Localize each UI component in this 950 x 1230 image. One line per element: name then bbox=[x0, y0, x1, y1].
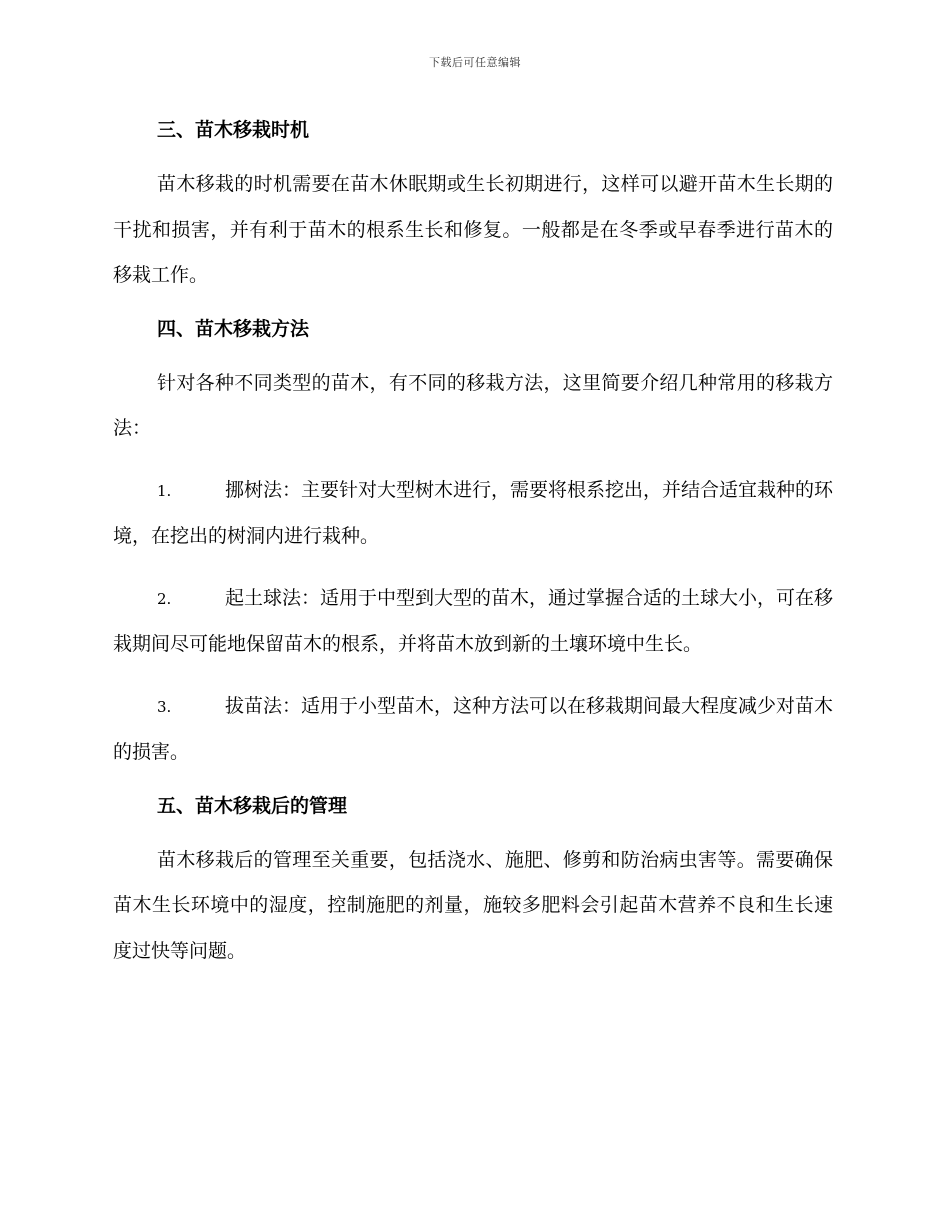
section-heading: 五、苗木移栽后的管理 bbox=[157, 794, 348, 817]
list-item-number: 1. bbox=[157, 481, 172, 500]
document-body bbox=[113, 116, 833, 990]
list-item bbox=[113, 468, 833, 560]
paragraph: 苗木移栽后的管理至关重要，包括浇水、施肥、修剪和防治病虫害等。需要确保苗木生长环境中的湿度，控制施肥的剂量，施较多肥料会引起苗木营养不良和生长速度过快等问题。 bbox=[113, 848, 833, 962]
section-heading: 四、苗木移栽方法 bbox=[157, 317, 310, 340]
list-item-text: 挪树法：主要针对大型树木进行，需要将根系挖出，并结合适宜栽种的环境，在挖出的树洞内进行栽种。 bbox=[113, 478, 834, 547]
header-note: 下载后可任意编辑 bbox=[429, 56, 521, 69]
list-item bbox=[113, 684, 833, 776]
list-item-text: 起土球法：适用于中型到大型的苗木，通过掌握合适的土球大小，可在移栽期间尽可能地保留苗木的根系，并将苗木放到新的土壤环境中生长。 bbox=[113, 586, 834, 655]
list-item-number: 2. bbox=[157, 589, 172, 608]
section-timing bbox=[113, 116, 833, 299]
list-item-number: 3. bbox=[157, 697, 172, 716]
list-item bbox=[113, 576, 833, 668]
list-item-text: 拔苗法：适用于小型苗木，这种方法可以在移栽期间最大程度减少对苗木的损害。 bbox=[113, 694, 834, 763]
section-management bbox=[113, 792, 833, 975]
paragraph: 针对各种不同类型的苗木，有不同的移栽方法，这里简要介绍几种常用的移栽方法： bbox=[113, 371, 833, 439]
section-heading: 三、苗木移栽时机 bbox=[157, 119, 310, 141]
paragraph: 苗木移栽的时机需要在苗木休眠期或生长初期进行，这样可以避开苗木生长期的干扰和损害，并有利于苗木的根系生长和修复。一般都是在冬季或早春季进行苗木的移栽工作。 bbox=[113, 173, 833, 286]
section-methods bbox=[113, 315, 833, 776]
